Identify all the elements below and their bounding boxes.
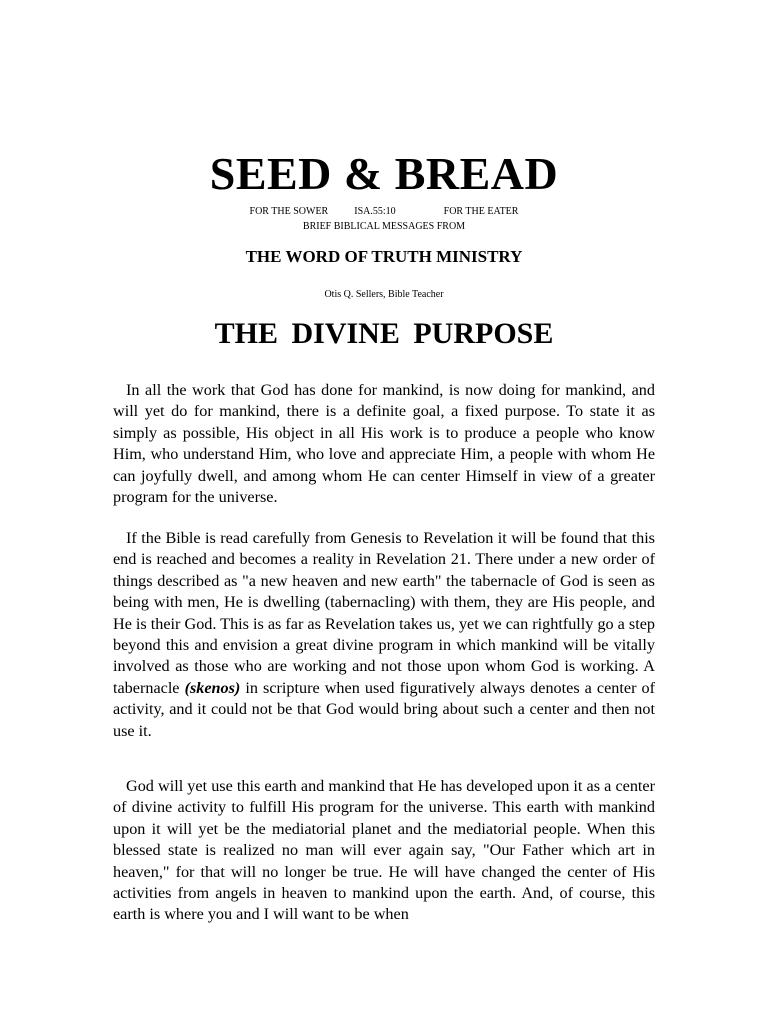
newsletter-title: SEED & BREAD: [209, 148, 559, 199]
paragraph-3: God will yet use this earth and mankind that He has developed upon it as a center of divine activity to fulfill His program for the universe. This earth with mankind upon it will yet be the mediatorial planet and the mediatorial people. When this blessed state is realized no man will ever again say, "Our Father which art in heaven," for that will no longer be true. He will have changed the center of His activities from angels in heaven to mankind upon the earth. And, of course, this earth is where you and I will want to be when: [113, 777, 655, 924]
author-line: Otis Q. Sellers, Bible Teacher: [324, 289, 444, 300]
paragraph-2-text-a: If the Bible is read carefully from Genesis to Revelation it will be found that this end is reached and becomes a reality in Revelation 21. There under a new order of things described as "a new heaven and new earth" the tabernacle of God is seen as being with men, He is dwelling (tabernacling) with them, they are His people, and He is their God. This is as far as Revelation takes us, yet we can rightfully go a step beyond this and envision a great divine program in which mankind will be vitally involved as those who are working and not those upon whom God is working. A tabernacle: [113, 529, 655, 697]
paragraph-2-text-b: in scripture when used figuratively always denotes a center of activity, and it could not be that God would bring about such a center and then not use it.: [113, 678, 656, 740]
article-heading: THE DIVINE PURPOSE: [214, 317, 554, 350]
paragraph-2: [113, 528, 655, 742]
ministry-name: THE WORD OF TRUTH MINISTRY: [245, 247, 523, 266]
newsletter-subtitle-line: [0, 205, 768, 219]
newsletter-subtitle-line-2: BRIEF BIBLICAL MESSAGES FROM: [302, 221, 466, 232]
paragraph-2-emphasis: (skenos): [184, 678, 241, 697]
paragraph-1: In all the work that God has done for mankind, is now doing for mankind, and will yet do for mankind, there is a definite goal, a fixed purpose. To state it as simply as possible, His object in all His work is to produce a people who know Him, who understand Him, who love and appreciate Him, a people with whom He can joyfully dwell, and among whom He can center Himself in view of a greater program for the universe.: [113, 381, 655, 507]
subtitle-left: FOR THE SOWER: [249, 206, 329, 217]
subtitle-scripture-ref: ISA.55:10: [354, 206, 396, 217]
subtitle-right: FOR THE EATER: [443, 206, 519, 217]
